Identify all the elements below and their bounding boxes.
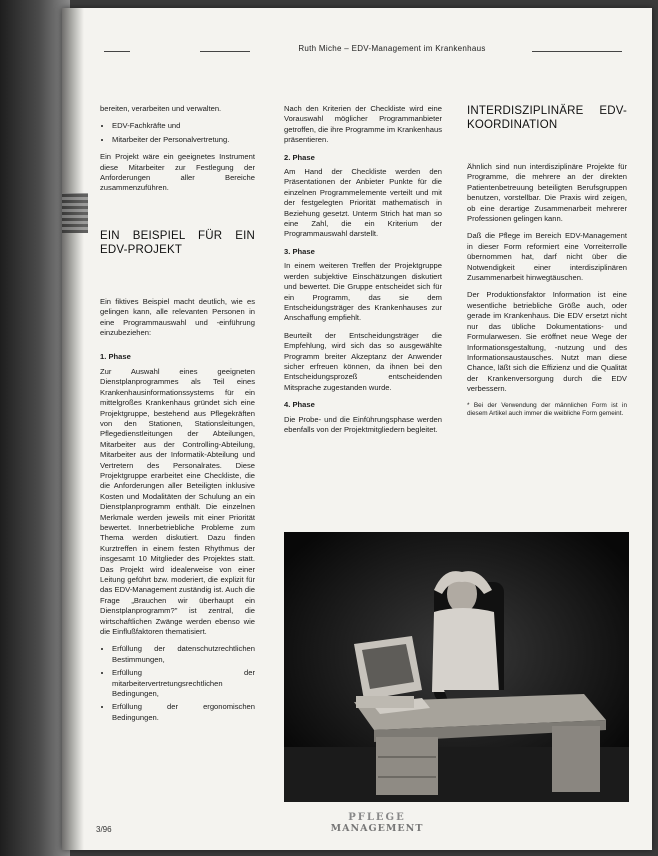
paragraph: Nach den Kriterien der Checkliste wird eine Vorauswahl möglicher Programmanbieter getroffen, die ihre Programme im Krankenhaus präsentieren.	[284, 104, 442, 145]
paragraph: Beurteilt der Entscheidungsträger die Empfehlung, wird sich das so ausgewählte Programm breiter Akzeptanz der Anwender sicher erfreuen können, da ihnen bei den Entscheidungsprozeß entscheidenden Mitsprache zugestanden wurde.	[284, 330, 442, 392]
masthead-line-1: PFLEGE	[348, 812, 406, 823]
paragraph: In einem weiteren Treffen der Projektgruppe werden subjektive Einschätzungen diskutiert und bewertet. Die Gruppe entscheidet sich für ein Programm, das sie dem Entscheidungsträger des Krankenhauses zur Anschaffung empfiehlt.	[284, 261, 442, 323]
paragraph: Die Probe- und die Einführungsphase werden ebenfalls von der Projektmitgliedern begleitet.	[284, 414, 442, 434]
scan-edge	[0, 0, 70, 856]
paragraph: Der Produktionsfaktor Information ist eine wesentliche betriebliche Größe auch, oder gerade im Krankenhaus. Die EDV ersetzt nicht nur das übliche Dokumentations- und Formularwesen. Sie eröffnet neue Wege der Informationsgestaltung, -nutzung und des Informationsaustausches. Nutzt man diese Chance, läßt sich die Effizienz und die Qualität der Krankenversorgung durch die EDV verbessern.	[467, 290, 627, 394]
paragraph: bereiten, verarbeiten und verwalten.	[100, 104, 222, 113]
list-item: • Erfüllung der mitarbeitervertretungsrechtlichen Bedingungen,	[112, 668, 255, 699]
phase-heading: 1. Phase	[100, 352, 131, 362]
header-rule-left	[104, 51, 130, 52]
list-item: • EDV-Fachkräfte und	[112, 121, 255, 131]
paragraph: Ähnlich sind nun interdisziplinäre Projekte für Programme, die mehrere an der direkten Patientenbetreuung beteiligten Berufsgruppen benutzen, vorstellbar. Die Praxis wird zeigen, ob eine derartige Zusammenarbeit mehrerer Professionen gelingen kann.	[467, 162, 627, 224]
article-photo	[284, 532, 629, 802]
paragraph: Daß die Pflege im Bereich EDV-Management in dieser Form reformiert eine Vorreiterrolle übernommen hat, darf nicht über die Notwendigkeit einer interdisziplinären Zusammenarbeit hinwegtäuschen.	[467, 231, 627, 283]
section-title: INTERDISZIPLINÄRE EDV-KOORDINATION	[467, 105, 627, 131]
bullet-list-bottom	[100, 644, 255, 723]
photo-office-scene	[284, 532, 629, 802]
section-title: EIN BEISPIEL FÜR EIN EDV-PROJEKT	[100, 229, 255, 256]
text-column-3	[467, 104, 627, 425]
list-item: • Erfüllung der datenschutzrechtlichen Bestimmungen,	[112, 644, 255, 665]
paragraph: Ein fiktives Beispiel macht deutlich, wie es gelingen kann, alle relevanten Personen in eine Programmauswahl und -einführung einzubeziehen:	[100, 296, 255, 338]
running-head: Ruth Miche – EDV-Management im Krankenhaus	[298, 44, 486, 53]
footnote: * Bei der Verwendung der männlichen Form ist in diesem Artikel auch immer die weibliche Form gemeint.	[467, 401, 627, 417]
bullet-list-top	[100, 121, 255, 145]
page-number: 3/96	[96, 825, 112, 834]
phase-heading: 2. Phase	[284, 152, 315, 162]
paragraph: Zur Auswahl eines geeigneten Dienstplanprogrammes als Teil eines Krankenhausinformationssystems für ein mittelgroßes Krankenhaus gründet sich eine Projektgruppe, bestehend aus Pflegekräften von den Stationen, Stationsleitungen, Pflegedienstleitungen der Abteilungen, Mitarbeiter aus der Controlling-Abteilung, Mitarbeiter aus der Informatik-Abteilung und Vertretern des Personalrates. Diese Projektgruppe erarbeitet eine Checkliste, die die Anforderungen aller Beteiligten inklusive Kosten und Modalitäten der Schulung an ein Dienstplanprogramm enthält. Die einzelnen Merkmale werden jeweils mit einer Priorität bewertet. Innerbetriebliche Probleme zum Thema werden diskutiert. Dazu finden Kurztreffen in einem festen Rhythmus der insgesamt 10 Mitglieder des Projektes statt. Das Projekt wird idealerweise von einer Leitung geführt bzw. moderiert, die explizit für das EDV-Management zuständig ist. Auch die Frage „Brauchen wir überhaupt ein Dienstplanprogramm?" ist zentral, die wirtschaftlichen Zwänge werden ebenso wie die Einflußfaktoren thematisiert.	[100, 366, 255, 637]
page-tab-marker	[62, 193, 88, 233]
paragraph: Am Hand der Checkliste werden den Präsentationen der Anbieter Punkte für die einzelnen Programmelemente verteilt und mit der festgelegten Priorität mathematisch in Beziehung gesetzt. Unterm Strich hat man so eine Zahl, die ein Kriterium der Programmauswahl darstellt.	[284, 167, 442, 239]
masthead-line-2: MANAGEMENT	[330, 823, 424, 834]
magazine-page	[62, 8, 652, 850]
spine-shadow	[62, 8, 84, 850]
text-column-1	[100, 104, 255, 730]
phase-heading: 4. Phase	[284, 400, 315, 410]
phase-heading: 3. Phase	[284, 246, 315, 256]
text-column-2	[284, 104, 442, 442]
paragraph: Ein Projekt wäre ein geeignetes Instrument diese Mitarbeiter zur Festlegung der Anforderungen aller Bereiche zusammenzuführen.	[100, 152, 255, 193]
list-item: • Erfüllung der ergonomischen Bedingungen.	[112, 702, 255, 723]
list-item: • Mitarbeiter der Personalvertretung.	[112, 135, 255, 145]
magazine-masthead-logo	[322, 812, 432, 836]
